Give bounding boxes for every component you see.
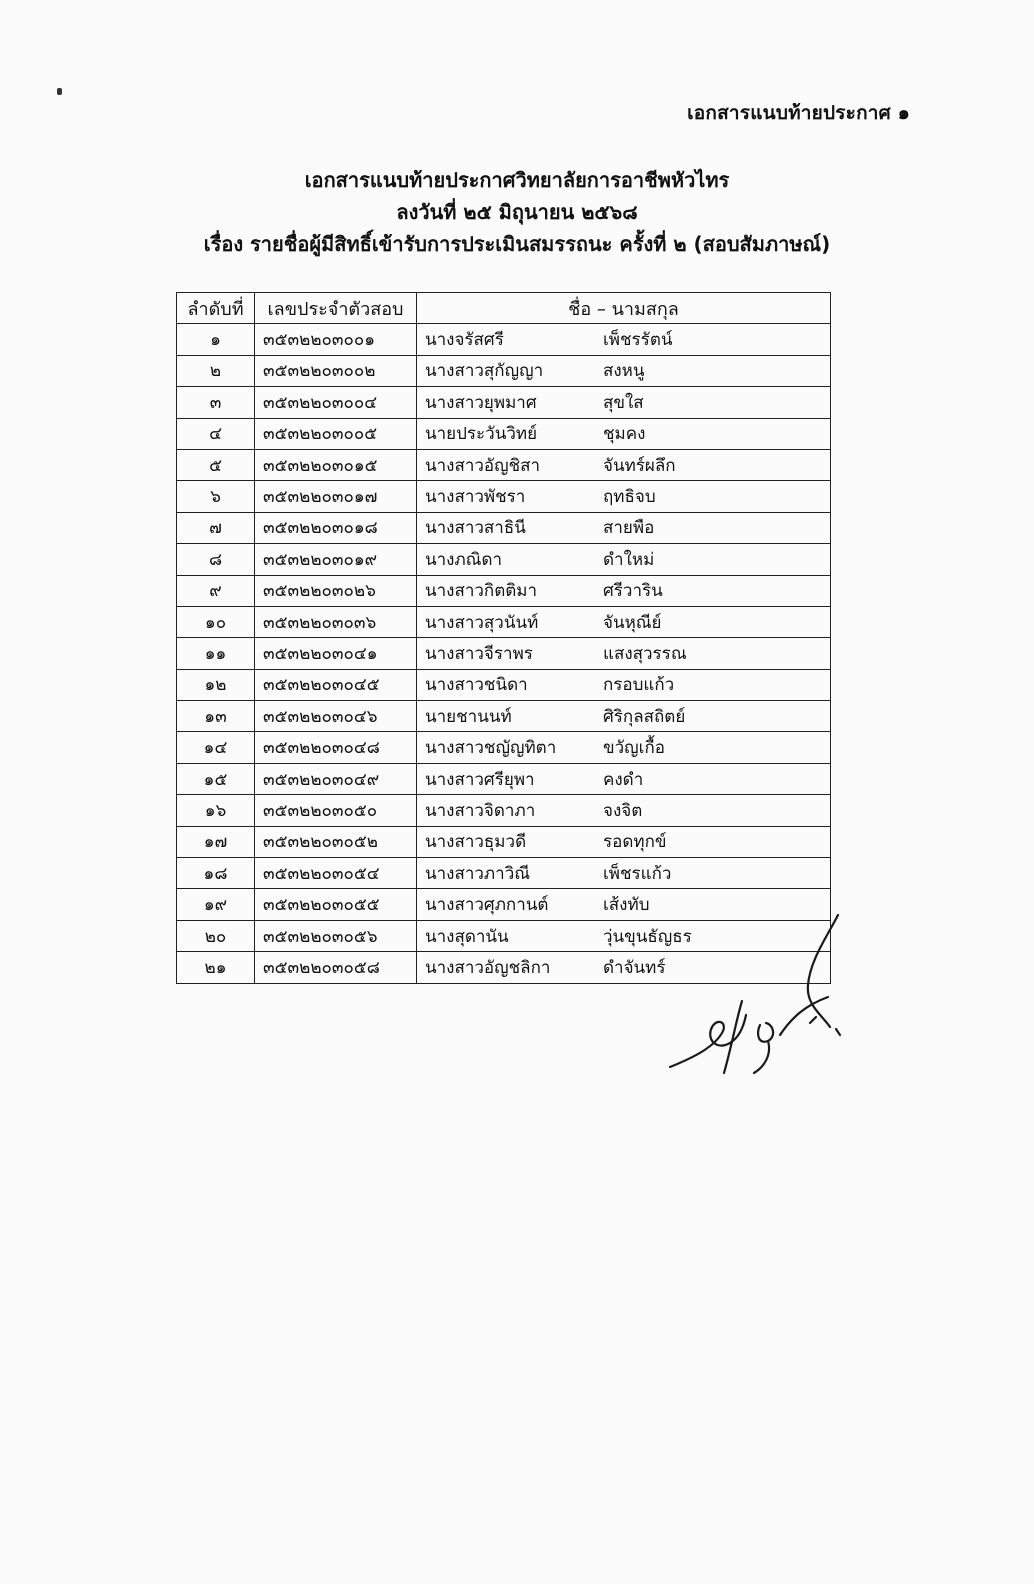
row-order: ๑๗ [177, 826, 255, 857]
heading-line-subject: เรื่อง รายชื่อผู้มีสิทธิ์เข้ารับการประเมินสมรรถนะ ครั้งที่ ๒ (สอบสัมภาษณ์) [203, 232, 831, 256]
row-full-name [417, 669, 831, 700]
row-last-name: ดำจันทร์ [603, 957, 666, 978]
row-last-name: รอดทุกข์ [603, 832, 667, 853]
row-first-name: นางสาวศุภกานต์ [425, 895, 549, 916]
row-first-name: นางสาวชญัญทิตา [425, 738, 557, 759]
table-row [177, 826, 831, 857]
row-last-name: เพ็ชรแก้ว [603, 863, 672, 884]
row-exam-id: ๓๕๓๒๒๐๓๐๕๒ [255, 826, 417, 857]
row-full-name [417, 732, 831, 763]
row-first-name: นางสาวชนิดา [425, 675, 528, 696]
table-row [177, 544, 831, 575]
table-row [177, 701, 831, 732]
table-row [177, 669, 831, 700]
header-exam-id: เลขประจำตัวสอบ [255, 293, 417, 324]
row-order: ๖ [177, 481, 255, 512]
row-order: ๒๑ [177, 952, 255, 983]
row-full-name [417, 512, 831, 543]
row-first-name: นางภณิดา [425, 549, 503, 570]
row-first-name: นางสุดานัน [425, 926, 509, 947]
row-full-name [417, 387, 831, 418]
table-row [177, 575, 831, 606]
row-order: ๙ [177, 575, 255, 606]
row-order: ๗ [177, 512, 255, 543]
row-first-name: นางสาวสุวนันท์ [425, 612, 539, 633]
row-order: ๓ [177, 387, 255, 418]
row-exam-id: ๓๕๓๒๒๐๓๐๐๕ [255, 418, 417, 449]
row-exam-id: ๓๕๓๒๒๐๓๐๕๔ [255, 858, 417, 889]
row-last-name: จงจิต [603, 800, 643, 821]
row-last-name: คงดำ [603, 769, 644, 790]
row-first-name: นางสาวพัชรา [425, 487, 526, 508]
row-order: ๑๘ [177, 858, 255, 889]
row-exam-id: ๓๕๓๒๒๐๓๐๑๗ [255, 481, 417, 512]
row-order: ๑๔ [177, 732, 255, 763]
header-full-name: ชื่อ – นามสกุล [417, 293, 831, 324]
row-first-name: นางจรัสศรี [425, 330, 504, 351]
row-full-name [417, 795, 831, 826]
row-full-name [417, 858, 831, 889]
row-full-name [417, 355, 831, 386]
handwritten-signature [660, 905, 850, 1085]
table-row [177, 763, 831, 794]
row-first-name: นายประวันวิทย์ [425, 424, 538, 445]
row-exam-id: ๓๕๓๒๒๐๓๐๔๙ [255, 763, 417, 794]
row-last-name: สุขใส [603, 392, 644, 413]
row-exam-id: ๓๕๓๒๒๐๓๐๕๘ [255, 952, 417, 983]
row-last-name: สงหนู [603, 361, 645, 382]
row-order: ๕ [177, 449, 255, 480]
row-full-name [417, 638, 831, 669]
row-exam-id: ๓๕๓๒๒๐๓๐๐๒ [255, 355, 417, 386]
row-first-name: นางสาวสาธินี [425, 518, 526, 539]
row-first-name: นางสาวจีราพร [425, 643, 533, 664]
row-order: ๔ [177, 418, 255, 449]
attachment-reference: เอกสารแนบท้ายประกาศ ๑ [687, 102, 910, 124]
table-row [177, 481, 831, 512]
row-order: ๘ [177, 544, 255, 575]
row-exam-id: ๓๕๓๒๒๐๓๐๕๖ [255, 920, 417, 951]
row-last-name: ศิริกุลสถิตย์ [603, 706, 686, 727]
row-last-name: ศรีวาริน [603, 581, 663, 602]
row-full-name [417, 606, 831, 637]
row-order: ๑๑ [177, 638, 255, 669]
row-last-name: จันหุณีย์ [603, 612, 662, 633]
row-full-name [417, 449, 831, 480]
row-exam-id: ๓๕๓๒๒๐๓๐๔๘ [255, 732, 417, 763]
row-last-name: เพ็ชรรัตน์ [603, 330, 673, 351]
heading-line-title: เอกสารแนบท้ายประกาศวิทยาลัยการอาชีพหัวไทร [304, 168, 730, 192]
row-last-name: ชุมคง [603, 424, 646, 445]
row-full-name [417, 481, 831, 512]
row-order: ๑๐ [177, 606, 255, 637]
row-last-name: ฤทธิจบ [603, 487, 656, 508]
row-full-name [417, 701, 831, 732]
row-full-name [417, 324, 831, 355]
row-last-name: สายพือ [603, 518, 655, 539]
candidate-table [176, 292, 831, 984]
row-exam-id: ๓๕๓๒๒๐๓๐๕๐ [255, 795, 417, 826]
row-exam-id: ๓๕๓๒๒๐๓๐๑๘ [255, 512, 417, 543]
table-row [177, 858, 831, 889]
table-body [177, 324, 831, 983]
table-row [177, 418, 831, 449]
row-order: ๑๓ [177, 701, 255, 732]
row-order: ๒๐ [177, 920, 255, 951]
table-row [177, 512, 831, 543]
table-row [177, 449, 831, 480]
row-first-name: นายชานนท์ [425, 706, 512, 727]
row-last-name: จันทร์ผลึก [603, 455, 676, 476]
row-full-name [417, 418, 831, 449]
row-first-name: นางสาวอัญชิสา [425, 455, 541, 476]
document-heading [0, 164, 1034, 260]
row-first-name: นางสาวภาวิณี [425, 863, 531, 884]
table-row [177, 324, 831, 355]
table-row [177, 387, 831, 418]
row-first-name: นางสาวธุมวดี [425, 832, 527, 853]
row-last-name: ดำใหม่ [603, 549, 655, 570]
row-order: ๑๒ [177, 669, 255, 700]
row-order: ๑๖ [177, 795, 255, 826]
row-exam-id: ๓๕๓๒๒๐๓๐๕๕ [255, 889, 417, 920]
table-row [177, 606, 831, 637]
row-last-name: เส้งทับ [603, 895, 650, 916]
row-full-name [417, 826, 831, 857]
row-first-name: นางสาวศรียุพา [425, 769, 535, 790]
row-exam-id: ๓๕๓๒๒๐๓๐๓๖ [255, 606, 417, 637]
row-order: ๑๙ [177, 889, 255, 920]
table-row [177, 795, 831, 826]
header-order: ลำดับที่ [177, 293, 255, 324]
row-first-name: นางสาวจิดาภา [425, 800, 536, 821]
scan-speck [57, 88, 62, 95]
table-row [177, 732, 831, 763]
row-full-name [417, 763, 831, 794]
table-header-row [177, 293, 831, 324]
row-last-name: แสงสุวรรณ [603, 643, 687, 664]
row-order: ๑๕ [177, 763, 255, 794]
row-exam-id: ๓๕๓๒๒๐๓๐๐๔ [255, 387, 417, 418]
row-first-name: นางสาวกิตติมา [425, 581, 538, 602]
row-last-name: กรอบแก้ว [603, 675, 675, 696]
row-exam-id: ๓๕๓๒๒๐๓๐๑๕ [255, 449, 417, 480]
row-exam-id: ๓๕๓๒๒๐๓๐๑๙ [255, 544, 417, 575]
row-first-name: นางสาวสุกัญญา [425, 361, 544, 382]
row-full-name [417, 544, 831, 575]
row-exam-id: ๓๕๓๒๒๐๓๐๒๖ [255, 575, 417, 606]
heading-line-date: ลงวันที่ ๒๕ มิถุนายน ๒๕๖๘ [396, 200, 638, 224]
row-last-name: วุ่นขุนธัญธร [603, 926, 692, 947]
row-full-name [417, 575, 831, 606]
table-row [177, 355, 831, 386]
row-order: ๒ [177, 355, 255, 386]
row-exam-id: ๓๕๓๒๒๐๓๐๔๖ [255, 701, 417, 732]
row-last-name: ขวัญเกื้อ [603, 738, 665, 759]
row-exam-id: ๓๕๓๒๒๐๓๐๔๑ [255, 638, 417, 669]
row-first-name: นางสาวยุพมาศ [425, 392, 537, 413]
row-exam-id: ๓๕๓๒๒๐๓๐๔๕ [255, 669, 417, 700]
row-order: ๑ [177, 324, 255, 355]
table-row [177, 638, 831, 669]
row-first-name: นางสาวอัญชลิกา [425, 957, 551, 978]
row-exam-id: ๓๕๓๒๒๐๓๐๐๑ [255, 324, 417, 355]
